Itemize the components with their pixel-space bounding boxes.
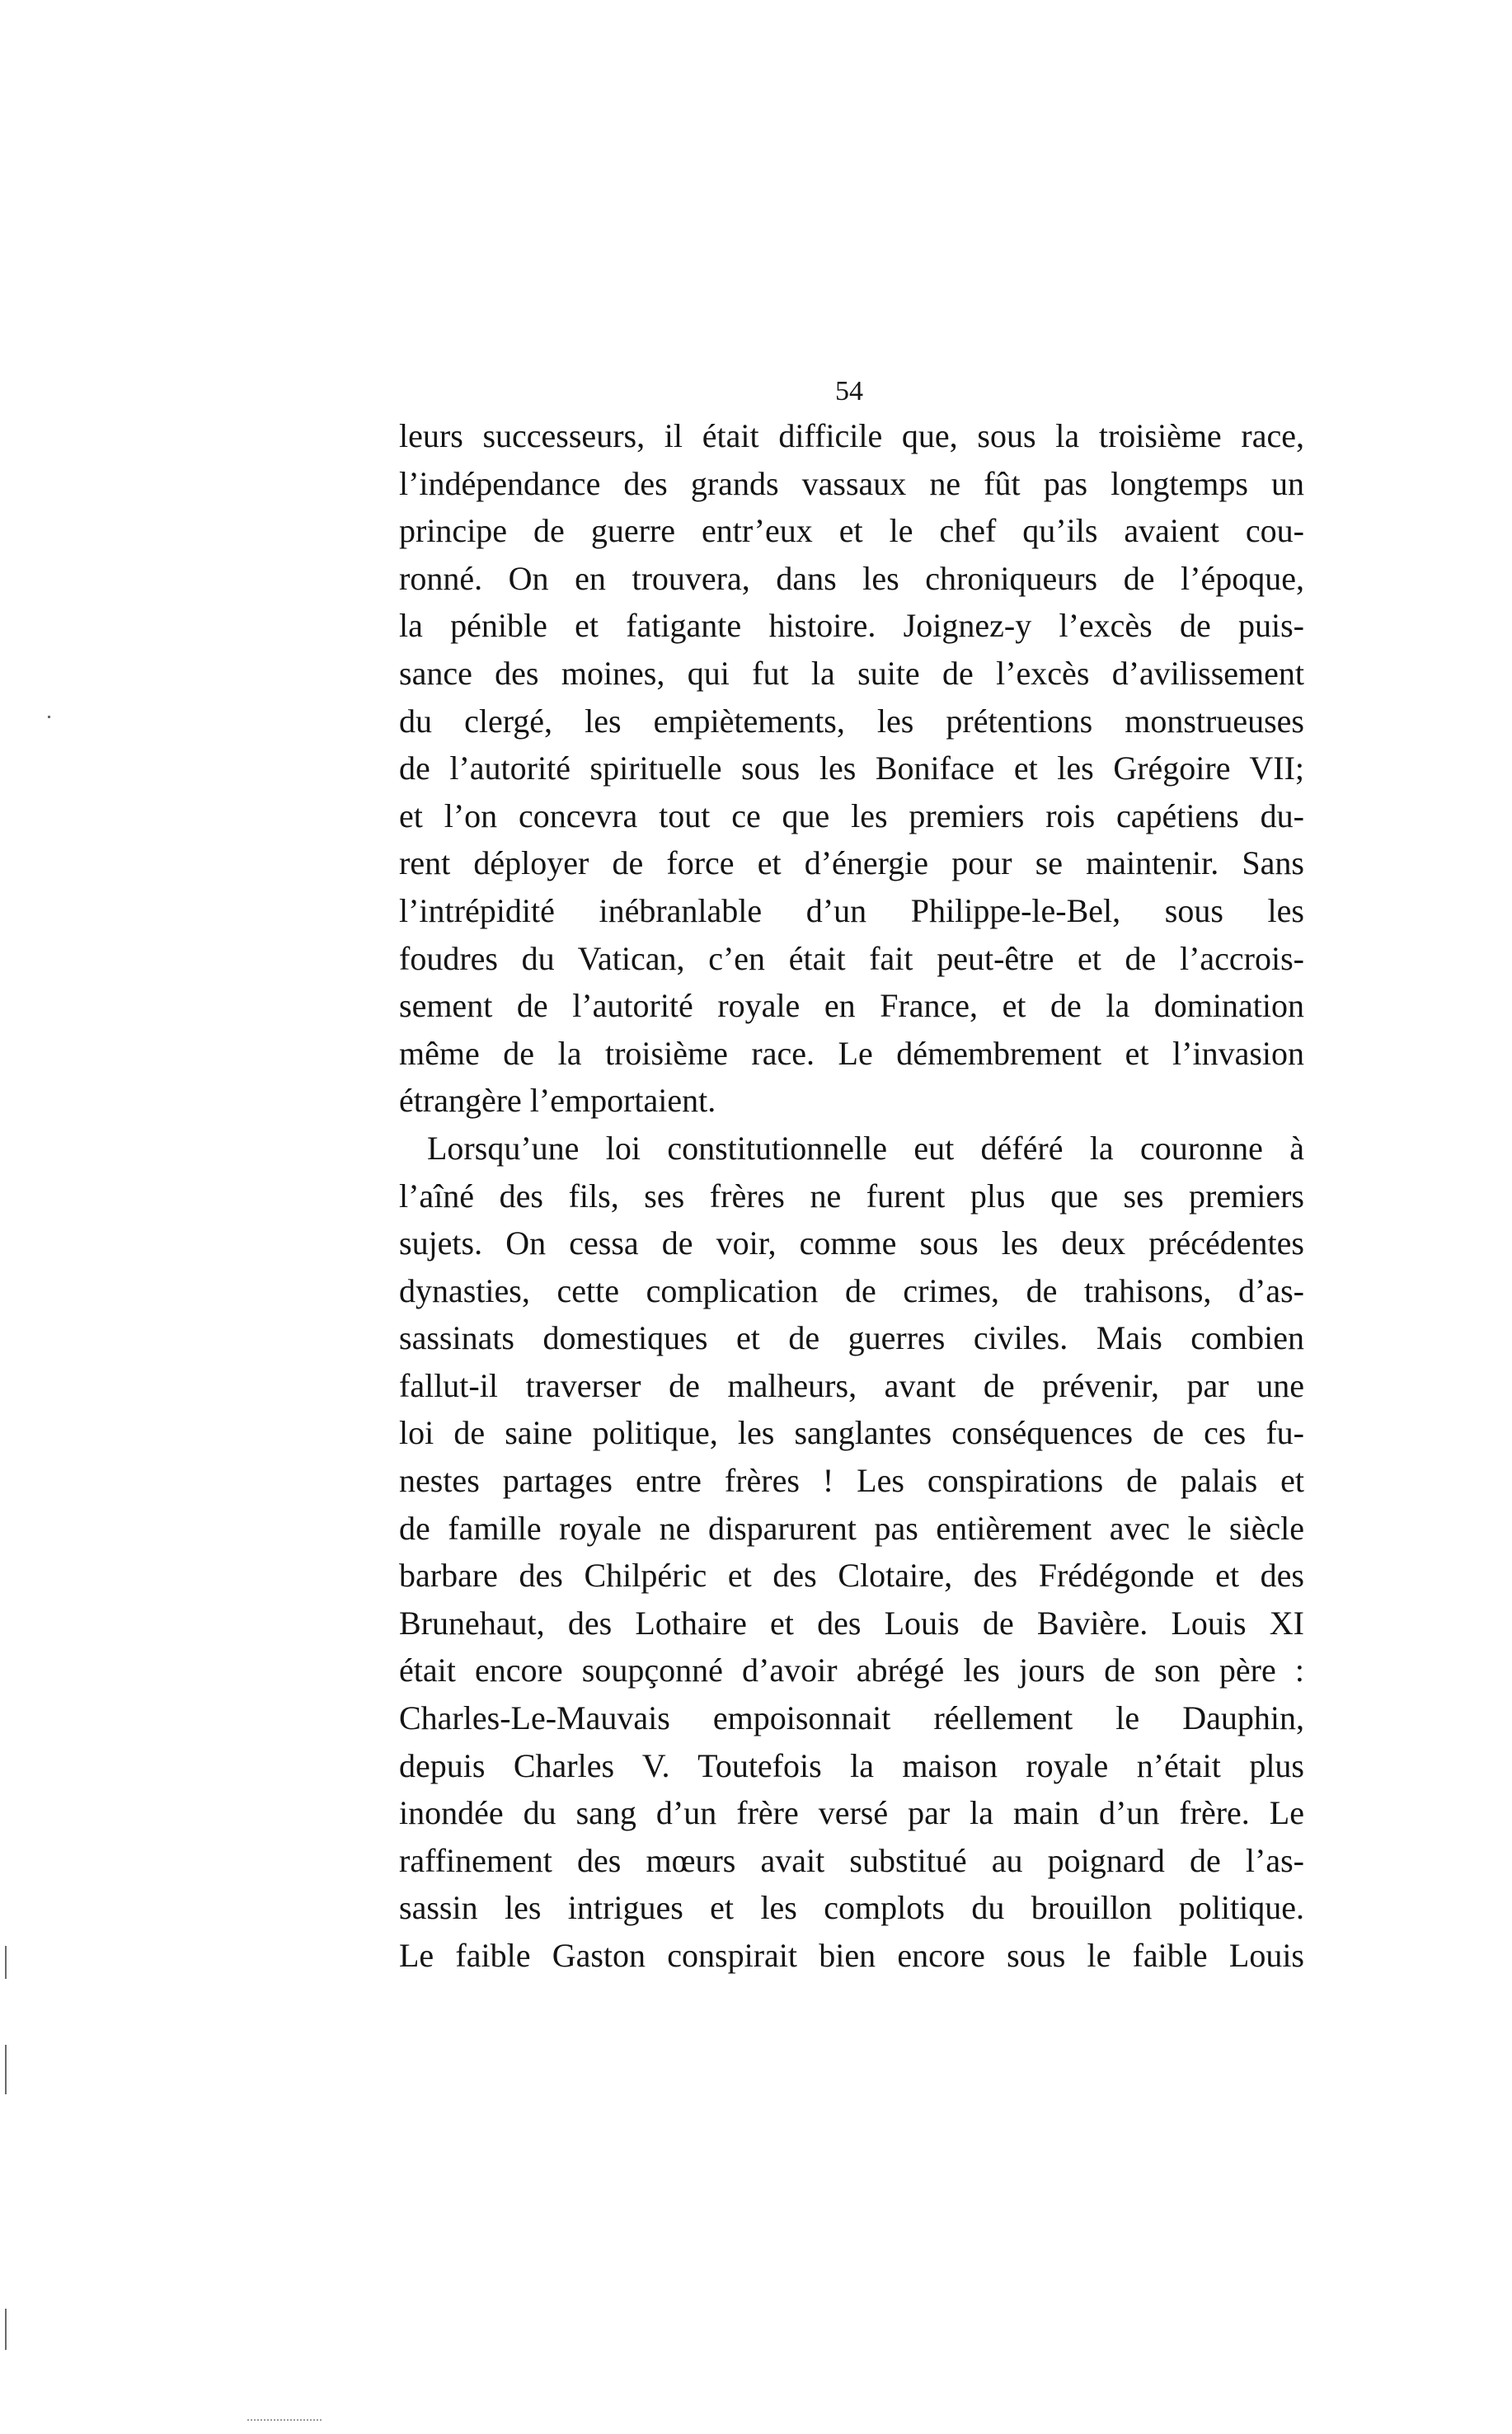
body-text bbox=[399, 412, 1304, 1980]
text-line: fallut-il traverser de malheurs, avant de prévenir, par une bbox=[399, 1366, 1304, 1404]
text-line: dynasties, cette complication de crimes, de trahisons, d’as- bbox=[399, 1271, 1304, 1309]
text-line: rent déployer de force et d’énergie pour se maintenir. Sans bbox=[399, 844, 1304, 882]
text-line: Charles-Le-Mauvais empoisonnait réellement le Dauphin, bbox=[399, 1699, 1304, 1737]
text-line: était encore soupçonné d’avoir abrégé les jours de son père : bbox=[399, 1652, 1304, 1689]
page-number: 54 bbox=[835, 376, 863, 406]
text-line: Le faible Gaston conspirait bien encore sous le faible Louis bbox=[399, 1937, 1304, 1974]
text-line: de l’autorité spirituelle sous les Boniface et les Grégoire VII; bbox=[399, 749, 1304, 787]
text-line: nestes partages entre frères ! Les conspirations de palais et bbox=[399, 1462, 1304, 1500]
text-line: inondée du sang d’un frère versé par la main d’un frère. Le bbox=[399, 1794, 1304, 1832]
text-line: leurs successeurs, il était difficile que, sous la troisième race, bbox=[399, 417, 1304, 454]
text-line: barbare des Chilpéric et des Clotaire, des Frédégonde et des bbox=[399, 1557, 1304, 1595]
scan-speck bbox=[48, 716, 50, 718]
text-line: Brunehaut, des Lothaire et des Louis de Bavière. Louis XI bbox=[399, 1604, 1304, 1642]
scan-speck bbox=[5, 1946, 7, 1979]
text-line: et l’on concevra tout ce que les premiers rois capétiens du- bbox=[399, 796, 1304, 834]
scan-dotted-rule bbox=[247, 2419, 322, 2421]
text-line: sassinats domestiques et de guerres civiles. Mais combien bbox=[399, 1319, 1304, 1357]
text-line: l’intrépidité inébranlable d’un Philippe-le-Bel, sous les bbox=[399, 891, 1304, 929]
text-line: l’aîné des fils, ses frères ne furent plus que ses premiers bbox=[399, 1177, 1304, 1215]
text-line: sujets. On cessa de voir, comme sous les deux précédentes bbox=[399, 1224, 1304, 1262]
text-line: sance des moines, qui fut la suite de l’excès d’avilissement bbox=[399, 654, 1304, 692]
text-line: sassin les intrigues et les complots du brouillon politique. bbox=[399, 1889, 1304, 1927]
scan-speck bbox=[5, 2045, 7, 2094]
text-line: l’indépendance des grands vassaux ne fût pas longtemps un bbox=[399, 464, 1304, 502]
text-line: sement de l’autorité royale en France, et de la domination bbox=[399, 987, 1304, 1025]
text-line: principe de guerre entr’eux et le chef qu’ils avaient cou- bbox=[399, 512, 1304, 550]
text-line: depuis Charles V. Toutefois la maison royale n’était plus bbox=[399, 1746, 1304, 1784]
paragraph-first-line: Lorsqu’une loi constitutionnelle eut déféré la couronne à bbox=[427, 1129, 1304, 1167]
text-line: foudres du Vatican, c’en était fait peut-être et de l’accrois- bbox=[399, 939, 1304, 977]
text-line: même de la troisième race. Le démembrement et l’invasion bbox=[399, 1034, 1304, 1072]
scan-speck bbox=[5, 2309, 7, 2350]
paragraph-last-line: étrangère l’emportaient. bbox=[399, 1082, 716, 1120]
text-line: du clergé, les empiètements, les prétentions monstrueuses bbox=[399, 702, 1304, 740]
text-line: la pénible et fatigante histoire. Joignez-y l’excès de puis- bbox=[399, 607, 1304, 645]
text-line: raffinement des mœurs avait substitué au poignard de l’as- bbox=[399, 1841, 1304, 1879]
text-line: ronné. On en trouvera, dans les chroniqueurs de l’époque, bbox=[399, 559, 1304, 597]
text-line: de famille royale ne disparurent pas entièrement avec le siècle bbox=[399, 1509, 1304, 1547]
text-line: loi de saine politique, les sanglantes conséquences de ces fu- bbox=[399, 1414, 1304, 1452]
